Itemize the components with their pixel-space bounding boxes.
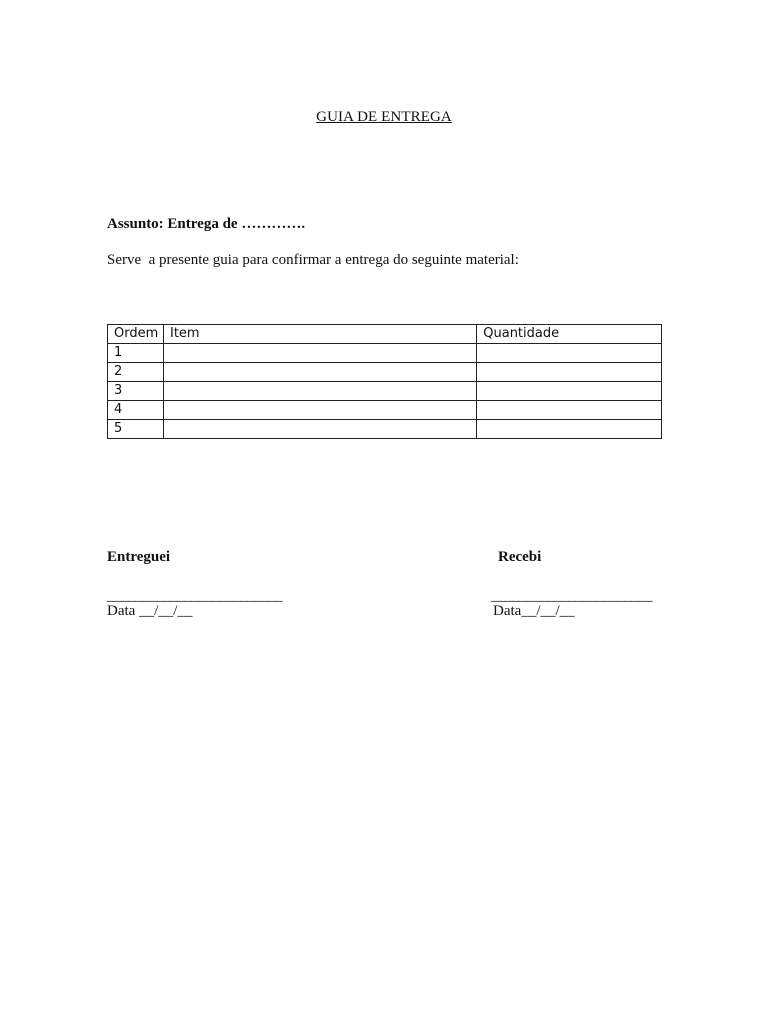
cell-quantidade <box>477 363 662 382</box>
cell-ordem: 4 <box>108 401 164 420</box>
table-row <box>108 344 662 363</box>
cell-item <box>163 420 476 439</box>
header-quantidade: Quantidade <box>477 325 662 344</box>
cell-quantidade <box>477 401 662 420</box>
cell-item <box>163 363 476 382</box>
signature-label-received: Recebi <box>498 549 542 565</box>
cell-quantidade <box>477 382 662 401</box>
date-field-received: Data__/__/__ <box>493 603 575 619</box>
table-row <box>108 363 662 382</box>
header-item: Item <box>163 325 476 344</box>
cell-item <box>163 401 476 420</box>
cell-ordem: 5 <box>108 420 164 439</box>
table-row <box>108 420 662 439</box>
table-header-row <box>108 325 662 344</box>
table-row <box>108 401 662 420</box>
items-table <box>107 324 662 439</box>
table-row <box>108 382 662 401</box>
cell-ordem: 2 <box>108 363 164 382</box>
cell-item <box>163 382 476 401</box>
signature-label-delivered: Entreguei <box>107 549 171 565</box>
cell-ordem: 3 <box>108 382 164 401</box>
cell-ordem: 1 <box>108 344 164 363</box>
header-ordem: Ordem <box>108 325 164 344</box>
intro-paragraph: Serve a presente guia para confirmar a entrega do seguinte material: <box>107 252 519 268</box>
cell-quantidade <box>477 344 662 363</box>
cell-quantidade <box>477 420 662 439</box>
cell-item <box>163 344 476 363</box>
date-field-delivered: Data __/__/__ <box>107 603 193 619</box>
signature-line-received: _______________________ <box>491 588 652 604</box>
document-title: GUIA DE ENTREGA <box>316 109 452 125</box>
signature-line-delivered: _________________________ <box>107 588 282 604</box>
subject-line: Assunto: Entrega de …………. <box>107 216 306 232</box>
